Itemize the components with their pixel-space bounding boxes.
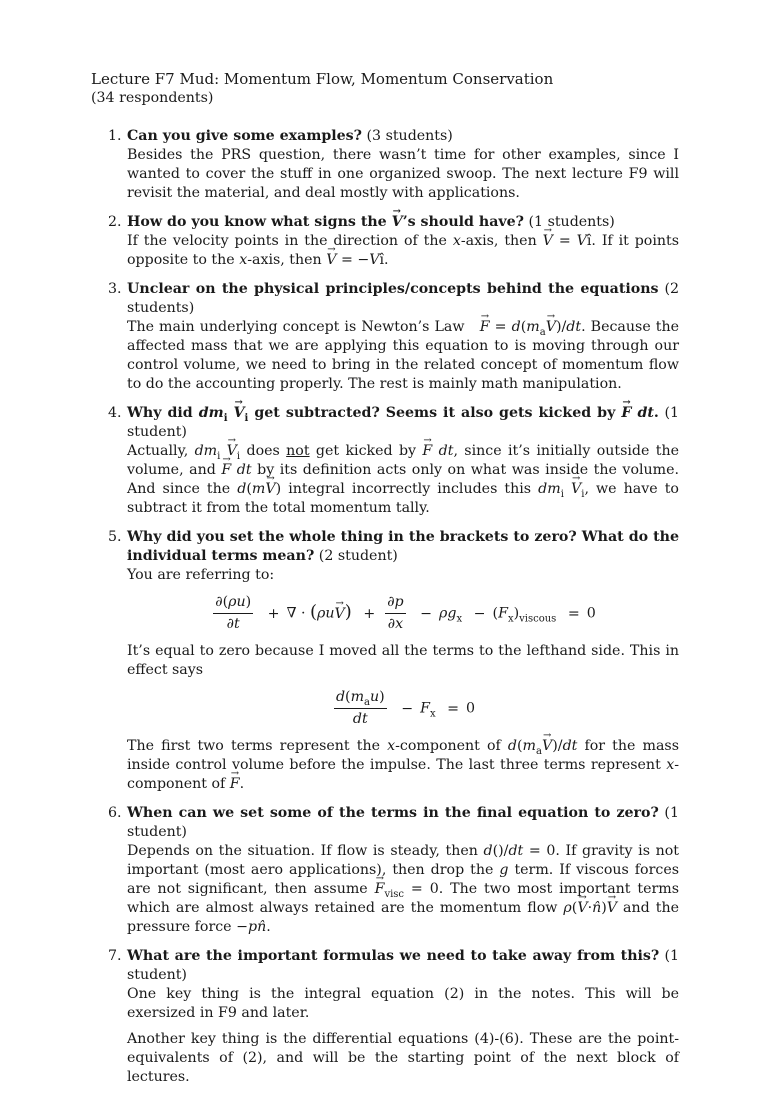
answer-text: The main underlying concept is Newton’s Law → $F = d(m_a\to V)/dt$. Because the affected mass that we are applying this equation to is moving through our control volume, we need to bring in the related concept of momentum flow to do the accounting properly. The rest is mainly math manipulation. bbox=[127, 318, 679, 394]
question-text: Why did $dm_i \to V_i$ get subtracted? Seems it also gets kicked by → F dt. bbox=[127, 405, 659, 421]
answer-text: One key thing is the integral equation (2) in the notes. This will be exersized in F9 and later. bbox=[127, 986, 679, 1021]
question-text: Unclear on the physical principles/concepts behind the equations bbox=[127, 281, 659, 297]
list-item bbox=[91, 280, 679, 394]
item-number: 6. bbox=[108, 805, 122, 821]
answer-text: Another key thing is the differential equations (4)-(6). These are the point-equivalents of (2), and will be the starting point of the next block of lectures. bbox=[127, 1031, 679, 1085]
item-number: 5. bbox=[108, 529, 122, 545]
list-item bbox=[91, 213, 679, 270]
list-item bbox=[91, 528, 679, 794]
momentum-rate-equation: $\frac{d(m_au)}{dt}$ − $F_x = 0$ bbox=[335, 689, 476, 727]
list-item bbox=[91, 804, 679, 937]
answer-text: If the velocity points in the direction of the x-axis, then → V = Vî. If it points opposite to the x-axis, then → V = −Vî. bbox=[127, 232, 679, 270]
question-text: What are the important formulas we need to take away from this? bbox=[127, 948, 660, 964]
question-text: When can we set some of the terms in the final equation to zero? bbox=[127, 805, 659, 821]
item-number: 2. bbox=[108, 214, 122, 230]
student-count: (1 student) bbox=[127, 805, 679, 840]
answer-text: Besides the PRS question, there wasn’t time for other examples, since I wanted to cover the stuff in one organized swoop. The next lecture F9 will revisit the material, and deal mostly with applications. bbox=[127, 147, 679, 201]
answer-text: Depends on the situation. If flow is steady, then d()/dt = 0. If gravity is not important (most aero applications), then drop the g term. If viscous forces are not significant, then assume → $F_{visc} = 0$. The two most important terms which are almost always retained are the momentum flow ρ(→ V·n̂)→ V and the pressure force −pn̂. bbox=[127, 842, 679, 937]
answer-text: You are referring to: bbox=[127, 567, 275, 583]
student-count: (1 student) bbox=[127, 948, 680, 983]
student-count: (1 students) bbox=[528, 214, 615, 230]
student-count: (3 students) bbox=[366, 128, 453, 144]
list-item bbox=[91, 404, 679, 518]
student-count: (2 student) bbox=[318, 548, 398, 564]
document-page bbox=[91, 70, 679, 1097]
answer-text: It’s equal to zero because I moved all the terms to the lefthand side. This in effect says bbox=[127, 643, 679, 678]
item-number: 4. bbox=[108, 405, 122, 421]
item-number: 3. bbox=[108, 281, 122, 297]
list-item bbox=[91, 127, 679, 203]
list-item bbox=[91, 947, 679, 1087]
respondent-count: (34 respondents) bbox=[91, 90, 214, 106]
question-list bbox=[91, 127, 679, 1087]
page-title: Lecture F7 Mud: Momentum Flow, Momentum Conservation bbox=[91, 70, 554, 88]
item-number: 1. bbox=[108, 128, 122, 144]
question-text: Why did you set the whole thing in the brackets to zero? What do the individual terms mean? bbox=[127, 529, 679, 564]
student-count: (1 student) bbox=[127, 405, 680, 440]
answer-text: The first two terms represent the x-component of $d(m_a\to V)/dt$ for the mass inside control volume before the impulse. The last three terms represent x-component of → F. bbox=[127, 737, 679, 794]
answer-text: Actually, $dm_i \to V_i$ does not get kicked by → F dt, since it’s initially outside the volume, and → F dt by its definition acts only on what was inside the volume. And since the d(m→ V) integral incorrectly includes this $dm_i \to V_i$, we have to subtract it from the total momentum tally. bbox=[127, 442, 679, 518]
item-number: 7. bbox=[108, 948, 122, 964]
momentum-equation: $\frac{\partial(\rho u)}{\partial t}$ + ∇ · (ρu→ V) + $\frac{\partial p}{\partial x}$ − $\rho g_x - (F_x)_{viscous} = 0$ bbox=[127, 593, 679, 634]
question-text: How do you know what signs the → V’s should have? bbox=[127, 214, 524, 230]
student-count: (2 students) bbox=[127, 281, 680, 316]
question-text: Can you give some examples? bbox=[127, 128, 362, 144]
